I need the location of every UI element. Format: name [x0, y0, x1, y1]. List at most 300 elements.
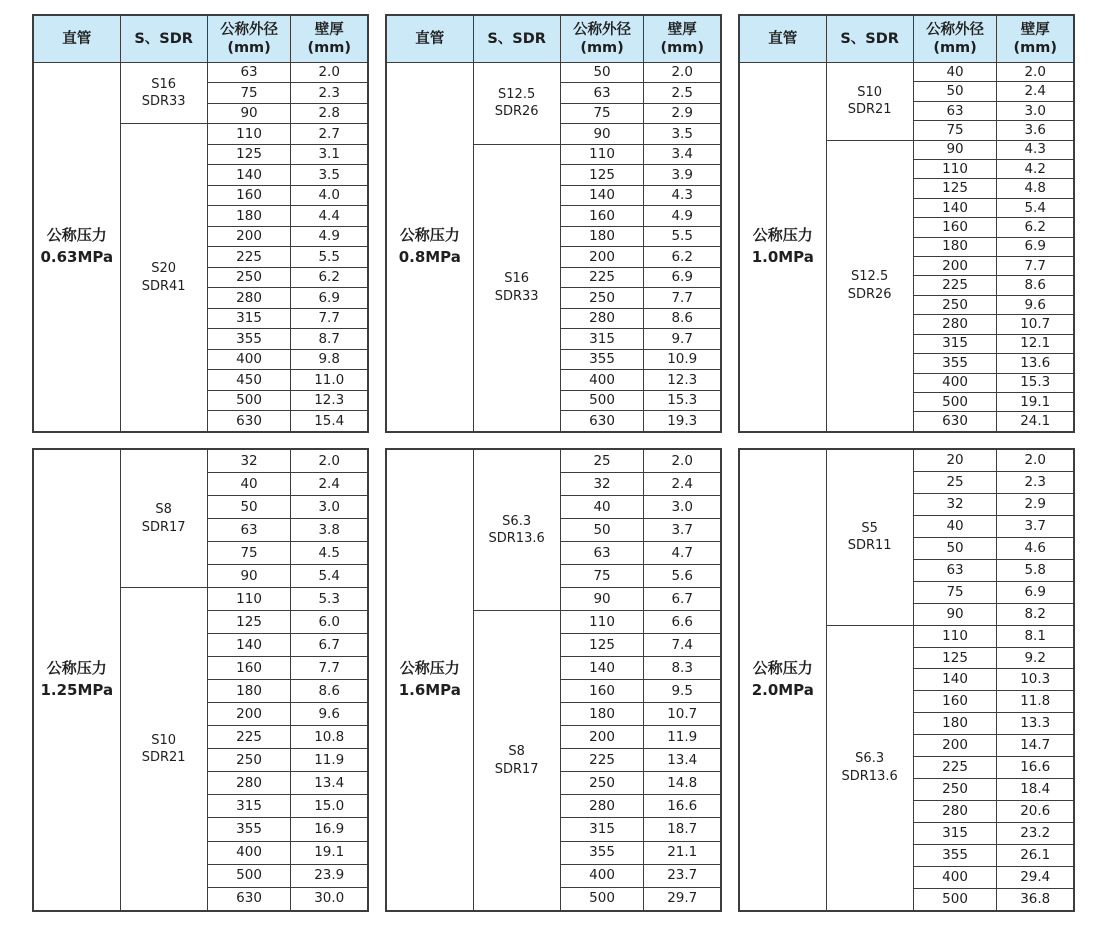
- pressure-spec-table: [385, 448, 722, 912]
- wall-thickness-value: 9.6: [997, 295, 1074, 314]
- outer-diameter-value: 225: [207, 726, 291, 749]
- wall-thickness-value: 14.7: [997, 735, 1074, 757]
- wall-thickness-value: 2.4: [644, 473, 721, 496]
- wall-thickness-value: 6.0: [291, 611, 368, 634]
- wall-thickness-value: 8.7: [291, 329, 368, 349]
- outer-diameter-value: 160: [560, 206, 644, 226]
- pressure-label-line1: 公称压力: [46, 659, 107, 678]
- wall-thickness-value: 6.9: [291, 288, 368, 308]
- table-header: [33, 15, 368, 63]
- outer-diameter-value: 125: [207, 611, 291, 634]
- wall-thickness-value: 20.6: [997, 800, 1074, 822]
- table-header: [386, 15, 721, 63]
- outer-diameter-value: 50: [913, 537, 997, 559]
- wall-thickness-value: 5.5: [644, 226, 721, 246]
- wall-thickness-value: 36.8: [997, 888, 1074, 911]
- wall-thickness-value: 4.9: [644, 206, 721, 226]
- sdr-label-line2: SDR26: [847, 286, 892, 302]
- sdr-label-line2: SDR13.6: [841, 768, 898, 784]
- wall-thickness-value: 3.9: [644, 165, 721, 185]
- wall-thickness-value: 4.6: [997, 537, 1074, 559]
- wall-thickness-value: 7.7: [997, 257, 1074, 276]
- wall-thickness-value: 2.0: [291, 63, 368, 83]
- spec-table-0.63MPa: [32, 14, 369, 433]
- pressure-label-line2: 0.63MPa: [40, 248, 114, 266]
- od-header-line1: 公称外径: [926, 21, 985, 38]
- outer-diameter-value: 355: [560, 349, 644, 369]
- outer-diameter-value: 50: [913, 82, 997, 101]
- pressure-label-cell: [386, 63, 473, 433]
- outer-diameter-value: 225: [560, 267, 644, 287]
- wall-thickness-value: 15.3: [997, 373, 1074, 392]
- wall-thickness-value: 3.6: [997, 121, 1074, 140]
- outer-diameter-value: 500: [207, 390, 291, 410]
- wall-thickness-value: 12.3: [291, 390, 368, 410]
- wall-thickness-value: 2.9: [997, 494, 1074, 516]
- outer-diameter-value: 90: [913, 603, 997, 625]
- outer-diameter-value: 63: [560, 83, 644, 103]
- outer-diameter-value: 63: [207, 63, 291, 83]
- table-body: [386, 63, 721, 433]
- wall-thickness-value: 9.5: [644, 680, 721, 703]
- wall-thickness-value: 6.9: [997, 237, 1074, 256]
- outer-diameter-value: 125: [207, 144, 291, 164]
- sdr-label-line1: S5: [861, 520, 878, 536]
- wall-thickness-value: 13.4: [291, 772, 368, 795]
- wall-thickness-value: 23.9: [291, 864, 368, 887]
- wt-header-line1: 壁厚: [314, 21, 344, 38]
- outer-diameter-value: 280: [560, 308, 644, 328]
- outer-diameter-value: 200: [207, 226, 291, 246]
- outer-diameter-value: 280: [913, 800, 997, 822]
- outer-diameter-value: 200: [913, 257, 997, 276]
- sdr-label-line1: S12.5: [498, 86, 536, 102]
- outer-diameter-value: 630: [207, 411, 291, 432]
- sdr-label-line1: S8: [508, 744, 525, 760]
- outer-diameter-value: 500: [913, 392, 997, 411]
- table-header: [739, 15, 1074, 63]
- outer-diameter-value: 400: [207, 349, 291, 369]
- pressure-spec-table: [738, 448, 1075, 912]
- wall-thickness-value: 10.9: [644, 349, 721, 369]
- outer-diameter-value: 40: [560, 496, 644, 519]
- wall-thickness-value: 12.3: [644, 370, 721, 390]
- wall-thickness-value: 8.3: [644, 657, 721, 680]
- outer-diameter-value: 110: [560, 144, 644, 164]
- table-body: [33, 449, 368, 911]
- outer-diameter-value: 400: [560, 370, 644, 390]
- outer-diameter-value: 110: [913, 160, 997, 179]
- table-row: [386, 449, 721, 473]
- wall-thickness-value: 3.5: [291, 165, 368, 185]
- wall-thickness-value: 6.7: [291, 634, 368, 657]
- pressure-label-line2: 1.0MPa: [751, 248, 814, 266]
- sdr-label-line2: SDR21: [847, 102, 892, 118]
- sdr-group-cell: [120, 63, 207, 124]
- wall-thickness-value: 8.1: [997, 625, 1074, 647]
- wall-thickness-value: 18.7: [644, 818, 721, 841]
- wall-thickness-value: 4.9: [291, 226, 368, 246]
- wall-thickness-value: 5.4: [291, 565, 368, 588]
- outer-diameter-value: 355: [913, 354, 997, 373]
- outer-diameter-value: 400: [560, 864, 644, 887]
- wall-thickness-value: 6.7: [644, 588, 721, 611]
- outer-diameter-value: 32: [913, 494, 997, 516]
- wall-thickness-value: 4.0: [291, 185, 368, 205]
- wall-thickness-value: 5.5: [291, 247, 368, 267]
- outer-diameter-value: 280: [207, 772, 291, 795]
- pressure-spec-table: [32, 14, 369, 433]
- wall-thickness-value: 29.7: [644, 887, 721, 911]
- outer-diameter-value: 315: [913, 334, 997, 353]
- outer-diameter-value: 40: [913, 515, 997, 537]
- outer-diameter-value: 180: [913, 713, 997, 735]
- outer-diameter-value: 75: [560, 565, 644, 588]
- wall-thickness-value: 13.4: [644, 749, 721, 772]
- outer-diameter-value: 20: [913, 449, 997, 472]
- pressure-label-line1: 公称压力: [752, 659, 813, 678]
- outer-diameter-value: 200: [913, 735, 997, 757]
- outer-diameter-value: 180: [207, 206, 291, 226]
- wall-thickness-value: 2.4: [291, 473, 368, 496]
- outer-diameter-value: 110: [207, 588, 291, 611]
- outer-diameter-value: 125: [913, 179, 997, 198]
- wall-thickness-value: 3.7: [644, 519, 721, 542]
- od-header-line1: 公称外径: [573, 21, 632, 38]
- wall-thickness-value: 8.6: [997, 276, 1074, 295]
- wall-thickness-value: 2.3: [997, 472, 1074, 494]
- sdr-label-line2: SDR13.6: [488, 531, 545, 547]
- table-body: [386, 449, 721, 911]
- wall-thickness-value: 7.7: [644, 288, 721, 308]
- outer-diameter-value: 400: [207, 841, 291, 864]
- sdr-group-cell: [826, 449, 913, 625]
- wall-thickness-value: 8.6: [644, 308, 721, 328]
- pressure-spec-table: [738, 14, 1075, 433]
- pressure-label-line2: 0.8MPa: [398, 248, 461, 266]
- outer-diameter-value: 40: [207, 473, 291, 496]
- wall-thickness-value: 15.4: [291, 411, 368, 432]
- sdr-group-cell: [473, 449, 560, 611]
- wall-thickness-value: 19.1: [291, 841, 368, 864]
- sdr-label-line1: S10: [857, 84, 883, 100]
- outer-diameter-value: 280: [913, 315, 997, 334]
- outer-diameter-value: 63: [913, 559, 997, 581]
- wall-thickness-value: 6.2: [997, 218, 1074, 237]
- wall-thickness-value: 9.2: [997, 647, 1074, 669]
- wall-thickness-value: 2.4: [997, 82, 1074, 101]
- wall-thickness-value: 29.4: [997, 866, 1074, 888]
- outer-diameter-value: 400: [913, 866, 997, 888]
- header-row: [33, 15, 368, 63]
- outer-diameter-value: 75: [560, 103, 644, 123]
- outer-diameter-value: 315: [207, 308, 291, 328]
- table-row: [386, 63, 721, 83]
- col-header-od: [913, 15, 997, 63]
- pressure-label-line2: 1.25MPa: [40, 681, 114, 699]
- wall-thickness-value: 23.2: [997, 822, 1074, 844]
- outer-diameter-value: 225: [913, 757, 997, 779]
- outer-diameter-value: 450: [207, 370, 291, 390]
- wall-thickness-value: 10.8: [291, 726, 368, 749]
- outer-diameter-value: 110: [207, 124, 291, 144]
- wall-thickness-value: 13.3: [997, 713, 1074, 735]
- pressure-label-cell: [33, 449, 120, 911]
- wall-thickness-value: 5.8: [997, 559, 1074, 581]
- sdr-label-line2: SDR11: [847, 538, 892, 554]
- pressure-label-line2: 1.6MPa: [398, 681, 461, 699]
- header-row: [386, 15, 721, 63]
- wall-thickness-value: 5.3: [291, 588, 368, 611]
- outer-diameter-value: 200: [560, 726, 644, 749]
- outer-diameter-value: 160: [913, 691, 997, 713]
- wall-thickness-value: 3.7: [997, 515, 1074, 537]
- wall-thickness-value: 8.6: [291, 680, 368, 703]
- pressure-label-line1: 公称压力: [752, 226, 813, 245]
- wall-thickness-value: 23.7: [644, 864, 721, 887]
- outer-diameter-value: 32: [207, 449, 291, 473]
- wall-thickness-value: 2.9: [644, 103, 721, 123]
- outer-diameter-value: 50: [207, 496, 291, 519]
- outer-diameter-value: 355: [560, 841, 644, 864]
- outer-diameter-value: 630: [207, 887, 291, 911]
- outer-diameter-value: 225: [560, 749, 644, 772]
- wall-thickness-value: 21.1: [644, 841, 721, 864]
- outer-diameter-value: 315: [913, 822, 997, 844]
- outer-diameter-value: 140: [207, 165, 291, 185]
- outer-diameter-value: 280: [207, 288, 291, 308]
- outer-diameter-value: 315: [560, 818, 644, 841]
- wall-thickness-value: 2.0: [997, 63, 1074, 82]
- sdr-group-cell: [826, 140, 913, 432]
- wt-header-line1: 壁厚: [1020, 21, 1050, 38]
- wall-thickness-value: 16.9: [291, 818, 368, 841]
- outer-diameter-value: 90: [913, 140, 997, 159]
- wall-thickness-value: 9.6: [291, 703, 368, 726]
- wall-thickness-value: 19.3: [644, 411, 721, 432]
- outer-diameter-value: 75: [207, 542, 291, 565]
- outer-diameter-value: 125: [560, 634, 644, 657]
- wall-thickness-value: 15.3: [644, 390, 721, 410]
- outer-diameter-value: 500: [913, 888, 997, 911]
- table-body: [33, 63, 368, 433]
- wall-thickness-value: 9.8: [291, 349, 368, 369]
- wall-thickness-value: 2.0: [291, 449, 368, 473]
- wall-thickness-value: 10.7: [644, 703, 721, 726]
- sdr-group-cell: [826, 63, 913, 141]
- outer-diameter-value: 63: [913, 101, 997, 120]
- outer-diameter-value: 75: [207, 83, 291, 103]
- spec-table-1.25MPa: [32, 448, 369, 912]
- outer-diameter-value: 25: [913, 472, 997, 494]
- wall-thickness-value: 14.8: [644, 772, 721, 795]
- col-header-wt: [997, 15, 1074, 63]
- outer-diameter-value: 250: [913, 295, 997, 314]
- wall-thickness-value: 5.6: [644, 565, 721, 588]
- table-body: [739, 449, 1074, 911]
- wt-header-line2: (mm): [660, 40, 704, 56]
- outer-diameter-value: 50: [560, 63, 644, 83]
- wall-thickness-value: 6.2: [644, 247, 721, 267]
- outer-diameter-value: 140: [913, 198, 997, 217]
- wall-thickness-value: 3.5: [644, 124, 721, 144]
- wall-thickness-value: 4.4: [291, 206, 368, 226]
- pressure-label-cell: [33, 63, 120, 433]
- header-row: [739, 15, 1074, 63]
- outer-diameter-value: 90: [207, 103, 291, 123]
- wall-thickness-value: 7.7: [291, 308, 368, 328]
- sdr-label-line2: SDR33: [141, 94, 186, 110]
- col-header-od: [207, 15, 291, 63]
- sdr-label-line1: S16: [504, 271, 530, 287]
- wall-thickness-value: 6.2: [291, 267, 368, 287]
- outer-diameter-value: 160: [207, 657, 291, 680]
- outer-diameter-value: 500: [560, 390, 644, 410]
- wall-thickness-value: 7.7: [291, 657, 368, 680]
- outer-diameter-value: 355: [913, 844, 997, 866]
- sdr-group-cell: [120, 588, 207, 911]
- outer-diameter-value: 180: [207, 680, 291, 703]
- sdr-label-line1: S6.3: [502, 513, 532, 529]
- wall-thickness-value: 11.8: [997, 691, 1074, 713]
- outer-diameter-value: 50: [560, 519, 644, 542]
- outer-diameter-value: 160: [207, 185, 291, 205]
- wall-thickness-value: 10.7: [997, 315, 1074, 334]
- wall-thickness-value: 2.0: [997, 449, 1074, 472]
- wall-thickness-value: 6.9: [997, 581, 1074, 603]
- outer-diameter-value: 63: [560, 542, 644, 565]
- outer-diameter-value: 250: [207, 267, 291, 287]
- outer-diameter-value: 355: [207, 818, 291, 841]
- outer-diameter-value: 140: [560, 185, 644, 205]
- outer-diameter-value: 140: [207, 634, 291, 657]
- wall-thickness-value: 10.3: [997, 669, 1074, 691]
- sdr-label-line2: SDR17: [141, 519, 186, 535]
- col-header-wt: [644, 15, 721, 63]
- wall-thickness-value: 3.0: [997, 101, 1074, 120]
- outer-diameter-value: 180: [913, 237, 997, 256]
- wall-thickness-value: 16.6: [644, 795, 721, 818]
- col-header-pipe: 直管: [739, 15, 826, 63]
- outer-diameter-value: 315: [560, 329, 644, 349]
- wt-header-line2: (mm): [307, 40, 351, 56]
- sdr-label-line1: S6.3: [855, 751, 885, 767]
- outer-diameter-value: 225: [207, 247, 291, 267]
- table-row: [33, 449, 368, 473]
- outer-diameter-value: 250: [560, 772, 644, 795]
- od-header-line2: (mm): [227, 40, 271, 56]
- wt-header-line2: (mm): [1013, 40, 1057, 56]
- outer-diameter-value: 200: [207, 703, 291, 726]
- wall-thickness-value: 5.4: [997, 198, 1074, 217]
- wall-thickness-value: 2.0: [644, 449, 721, 473]
- outer-diameter-value: 140: [560, 657, 644, 680]
- col-header-sdr: S、SDR: [826, 15, 913, 63]
- wall-thickness-value: 4.3: [644, 185, 721, 205]
- outer-diameter-value: 90: [560, 124, 644, 144]
- outer-diameter-value: 355: [207, 329, 291, 349]
- spec-table-0.8MPa: [385, 14, 722, 433]
- wall-thickness-value: 2.3: [291, 83, 368, 103]
- sdr-label-line1: S8: [155, 502, 172, 518]
- wall-thickness-value: 3.0: [644, 496, 721, 519]
- outer-diameter-value: 25: [560, 449, 644, 473]
- spec-table-1.6MPa: [385, 448, 722, 912]
- wall-thickness-value: 2.0: [644, 63, 721, 83]
- outer-diameter-value: 75: [913, 121, 997, 140]
- sdr-group-cell: [826, 625, 913, 911]
- wall-thickness-value: 6.9: [644, 267, 721, 287]
- wall-thickness-value: 13.6: [997, 354, 1074, 373]
- outer-diameter-value: 315: [207, 795, 291, 818]
- sdr-label-line1: S12.5: [851, 269, 889, 285]
- sdr-label-line1: S16: [151, 76, 177, 92]
- wall-thickness-value: 19.1: [997, 392, 1074, 411]
- pressure-label-cell: [386, 449, 473, 911]
- wall-thickness-value: 11.9: [291, 749, 368, 772]
- outer-diameter-value: 250: [913, 779, 997, 801]
- wall-thickness-value: 4.5: [291, 542, 368, 565]
- wall-thickness-value: 3.4: [644, 144, 721, 164]
- od-header-line2: (mm): [580, 40, 624, 56]
- outer-diameter-value: 500: [207, 864, 291, 887]
- sdr-group-cell: [120, 449, 207, 588]
- wall-thickness-value: 9.7: [644, 329, 721, 349]
- pressure-label-cell: [739, 449, 826, 911]
- wall-thickness-value: 4.3: [997, 140, 1074, 159]
- pressure-label-cell: [739, 63, 826, 433]
- wall-thickness-value: 4.8: [997, 179, 1074, 198]
- outer-diameter-value: 180: [560, 226, 644, 246]
- table-row: [739, 63, 1074, 82]
- wall-thickness-value: 3.8: [291, 519, 368, 542]
- sdr-group-cell: [473, 63, 560, 145]
- sdr-label-line2: SDR26: [494, 104, 539, 120]
- table-body: [739, 63, 1074, 433]
- wall-thickness-value: 30.0: [291, 887, 368, 911]
- pressure-spec-table: [32, 448, 369, 912]
- outer-diameter-value: 500: [560, 887, 644, 911]
- table-row: [33, 63, 368, 83]
- wall-thickness-value: 4.7: [644, 542, 721, 565]
- outer-diameter-value: 40: [913, 63, 997, 82]
- col-header-pipe: 直管: [386, 15, 473, 63]
- sdr-group-cell: [473, 611, 560, 911]
- outer-diameter-value: 90: [207, 565, 291, 588]
- wall-thickness-value: 18.4: [997, 779, 1074, 801]
- outer-diameter-value: 250: [560, 288, 644, 308]
- outer-diameter-value: 280: [560, 795, 644, 818]
- wall-thickness-value: 3.0: [291, 496, 368, 519]
- wall-thickness-value: 6.6: [644, 611, 721, 634]
- col-header-wt: [291, 15, 368, 63]
- wall-thickness-value: 2.8: [291, 103, 368, 123]
- pressure-spec-table: [385, 14, 722, 433]
- wall-thickness-value: 12.1: [997, 334, 1074, 353]
- wall-thickness-value: 7.4: [644, 634, 721, 657]
- wall-thickness-value: 8.2: [997, 603, 1074, 625]
- wt-header-line1: 壁厚: [667, 21, 697, 38]
- outer-diameter-value: 63: [207, 519, 291, 542]
- wall-thickness-value: 24.1: [997, 412, 1074, 432]
- outer-diameter-value: 125: [560, 165, 644, 185]
- outer-diameter-value: 110: [560, 611, 644, 634]
- outer-diameter-value: 75: [913, 581, 997, 603]
- col-header-sdr: S、SDR: [120, 15, 207, 63]
- pressure-label-line1: 公称压力: [399, 226, 460, 245]
- outer-diameter-value: 110: [913, 625, 997, 647]
- col-header-od: [560, 15, 644, 63]
